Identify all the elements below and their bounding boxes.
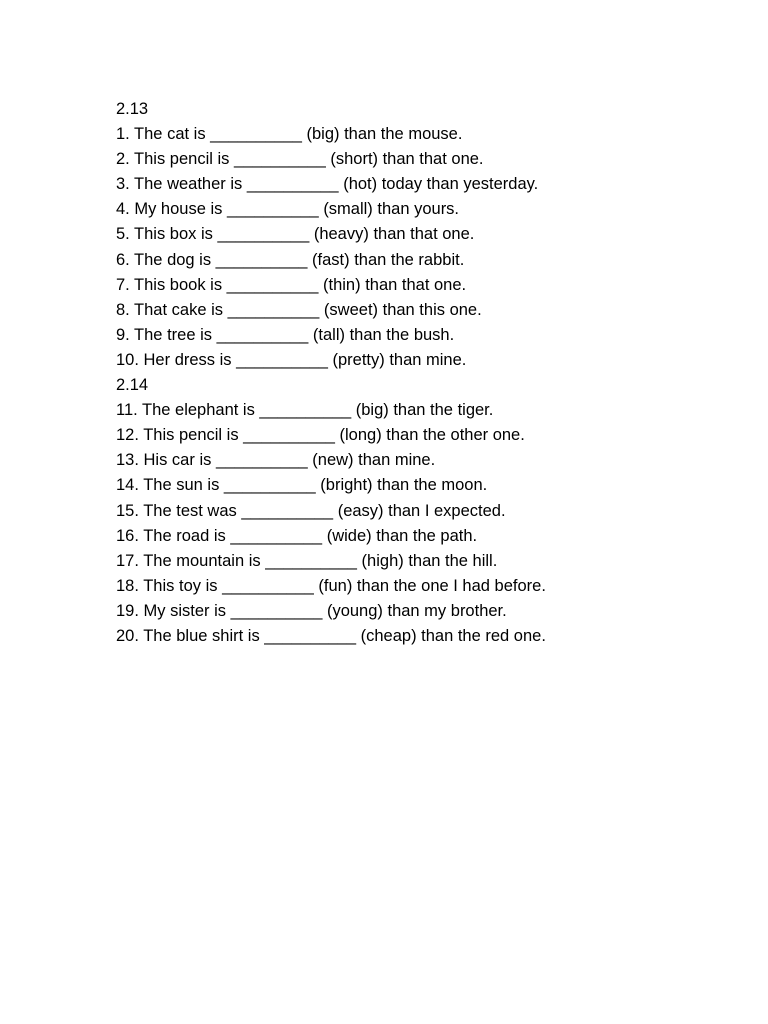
section-2-13 bbox=[116, 97, 716, 373]
exercise-item-19: 19. My sister is __________ (young) than my brother. bbox=[116, 601, 507, 620]
exercise-item-11: 11. The elephant is __________ (big) than the tiger. bbox=[116, 401, 494, 420]
exercise-item-15: 15. The test was __________ (easy) than I expected. bbox=[116, 501, 506, 520]
worksheet bbox=[116, 97, 716, 649]
exercise-item-1: 1. The cat is __________ (big) than the mouse. bbox=[116, 125, 463, 144]
exercise-item-10: 10. Her dress is __________ (pretty) than mine. bbox=[116, 350, 467, 369]
section-heading: 2.14 bbox=[116, 376, 149, 395]
exercise-item-18: 18. This toy is __________ (fun) than the one I had before. bbox=[116, 576, 546, 595]
exercise-item-17: 17. The mountain is __________ (high) than the hill. bbox=[116, 551, 498, 570]
section-2-14 bbox=[116, 373, 716, 649]
exercise-item-9: 9. The tree is __________ (tall) than the bush. bbox=[116, 325, 455, 344]
exercise-item-13: 13. His car is __________ (new) than mine. bbox=[116, 451, 436, 470]
exercise-item-12: 12. This pencil is __________ (long) than the other one. bbox=[116, 426, 525, 445]
exercise-item-7: 7. This book is __________ (thin) than that one. bbox=[116, 275, 467, 294]
exercise-item-6: 6. The dog is __________ (fast) than the rabbit. bbox=[116, 250, 465, 269]
exercise-item-5: 5. This box is __________ (heavy) than that one. bbox=[116, 225, 475, 244]
exercise-item-20: 20. The blue shirt is __________ (cheap) than the red one. bbox=[116, 626, 546, 645]
exercise-item-16: 16. The road is __________ (wide) than the path. bbox=[116, 526, 478, 545]
section-heading: 2.13 bbox=[116, 100, 149, 118]
exercise-item-8: 8. That cake is __________ (sweet) than this one. bbox=[116, 300, 482, 319]
exercise-item-4: 4. My house is __________ (small) than yours. bbox=[116, 200, 460, 219]
exercise-item-2: 2. This pencil is __________ (short) than that one. bbox=[116, 150, 484, 169]
exercise-item-14: 14. The sun is __________ (bright) than the moon. bbox=[116, 476, 488, 495]
exercise-item-3: 3. The weather is __________ (hot) today than yesterday. bbox=[116, 175, 539, 194]
